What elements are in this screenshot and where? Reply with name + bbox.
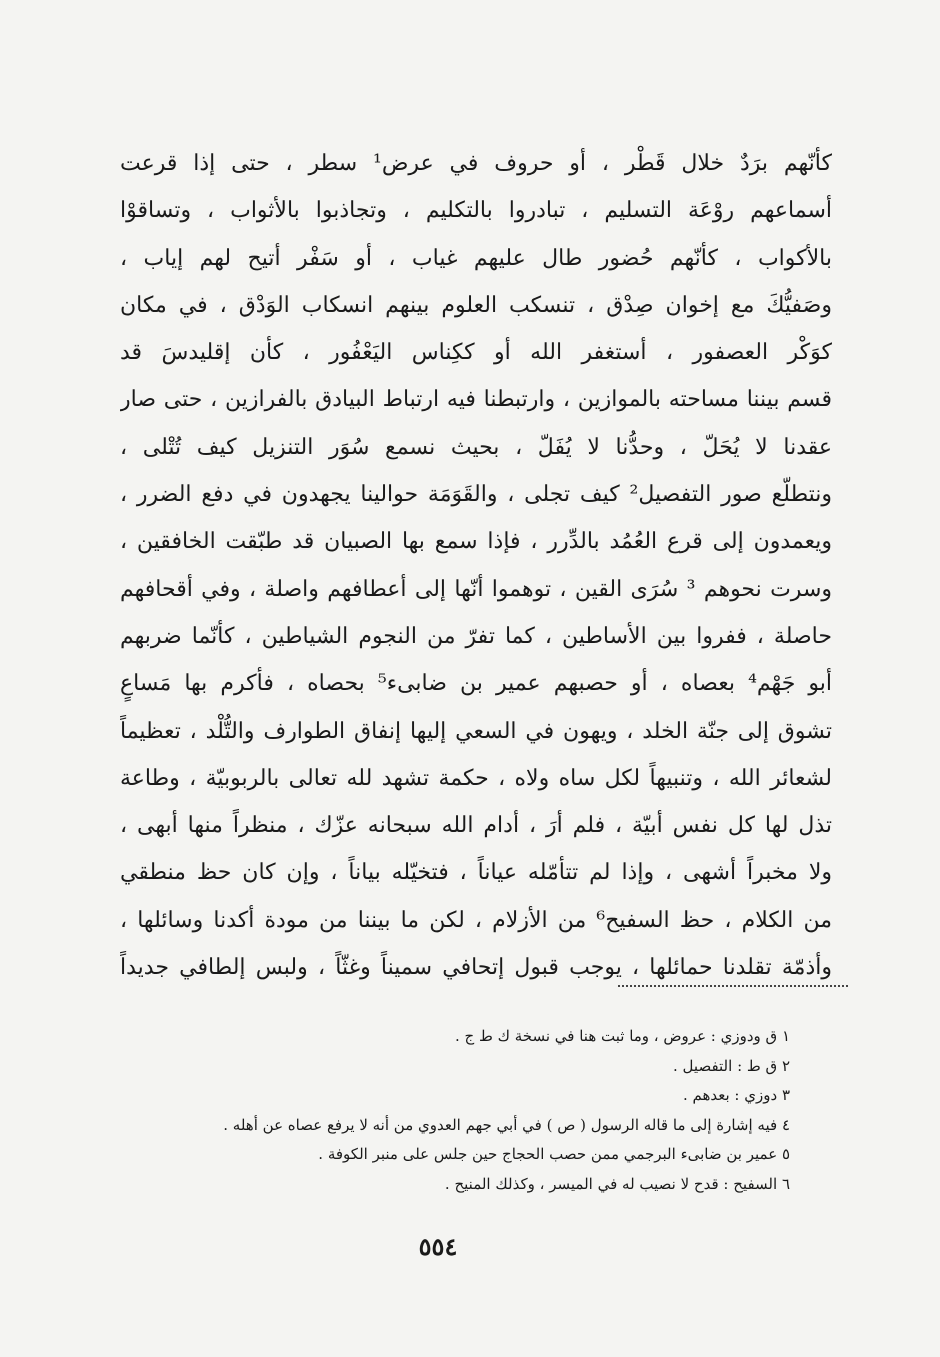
text-line: أبو جَهْم⁴ بعصاه ، أو حصبهم عمير بن ضابىء⁵ بحصاه ، فأكرم بها مَساعٍ <box>120 671 832 697</box>
text-line: عقدنا لا يُحَلّ ، وحدُّنا لا يُفَلّ ، بحيث نسمع سُوَر التنزيل كيف تُتْلى ، <box>120 434 832 460</box>
text-line: من الكلام ، حظ السفيح⁶ من الأزلام ، لكن ما بيننا من مودة أكدنا وسائلها ، <box>120 907 832 933</box>
footnotes <box>150 1022 790 1199</box>
main-text <box>120 140 832 991</box>
footnote-item: ٣ دوزي : بعدهم . <box>682 1086 790 1104</box>
text-line: كأنّهم برَدٌ خلال قَطْر ، أو حروف في عرض¹ سطر ، حتى إذا قرعت <box>120 151 832 176</box>
page-number: ٥٥٤ <box>418 1232 458 1261</box>
text-line: لشعائر الله ، وتنبيهاً لكل ساه ولاه ، حكمة تشهد لله تعالى بالربوبيّة ، وطاعة <box>120 765 832 791</box>
footnote-item: ٢ ق ط : التفصيل . <box>673 1056 790 1075</box>
text-line: حاصلة ، ففروا بين الأساطين ، كما تفرّ من النجوم الشياطين ، كأنّما ضربهم <box>120 623 832 649</box>
text-line: وأذمّة تقلدنا حمائلها ، يوجب قبول إتحافي سميناً وغثّاً ، ولبس إلطافي جديداً <box>120 955 832 981</box>
text-line: قسم بيننا مساحته بالموازين ، وارتبطنا فيه ارتباط البيادق بالفرازين ، حتى صار <box>120 387 832 413</box>
footnote-item: ٥ عمير بن ضابىء البرجمي ممن حصب الحجاج حين جلس على منبر الكوفة . <box>318 1145 790 1163</box>
footnote-item: ٤ فيه إشارة إلى ما قاله الرسول ( ص ) في أبي جهم العدوي من أنه لا يرفع عصاه عن أهله . <box>223 1115 790 1134</box>
text-line: كوَكْر العصفور ، أستغفر الله أو ككِناس اليَعْفُور ، كأن إقليدسَ قد <box>120 340 832 366</box>
footnote-item: ٦ السفيح : قدح لا نصيب له في الميسر ، وكذلك المنيح . <box>444 1174 790 1193</box>
footnote-divider <box>618 985 848 987</box>
text-line: ونتطلّع صور التفصيل² كيف تجلى ، والقَوَمَة حوالينا يجهدون في دفع الضرر ، <box>120 482 832 508</box>
footnote-item: ١ ق ودوزي : عروض ، وما ثبت هنا في نسخة ك ط ج . <box>454 1027 790 1045</box>
text-line: وسرت نحوهم ³ سُرَى القين ، توهموا أنّها إلى أعطافهم واصلة ، وفي أقحافهم <box>120 576 832 602</box>
text-line: ولا مخبراً أشهى ، وإذا لم تتأمّله عياناً ، فتخيّله بياناً ، وإن كان حظ منطقي <box>120 860 832 886</box>
text-line: بالأكواب ، كأنّهم حُضور طال عليهم غياب ، أو سَفْر أتيح لهم إياب ، <box>120 245 832 271</box>
text-line: وصَفيُّكَ مع إخوان صِدْق ، تنسكب العلوم بينهم انسكاب الوَدْق ، في مكان <box>120 292 832 318</box>
text-line: ويعمدون إلى قرع العُمُد بالدِّرر ، فإذا سمع بها الصبيان قد طبّقت الخافقين ، <box>120 529 832 555</box>
text-line: تشوق إلى جنّة الخلد ، ويهون في السعي إليها إنفاق الطوارف والتُّلْد ، تعظيماً <box>120 718 832 744</box>
text-line: أسماعهم روْعَة التسليم ، تبادروا بالتكليم ، وتجاذبوا بالأثواب ، وتساقوْا <box>120 198 832 224</box>
text-line: تذل لها كل نفس أبيّة ، فلم أرَ ، أدام الله سبحانه عزّك ، منظراً منها أبهى ، <box>120 813 832 839</box>
